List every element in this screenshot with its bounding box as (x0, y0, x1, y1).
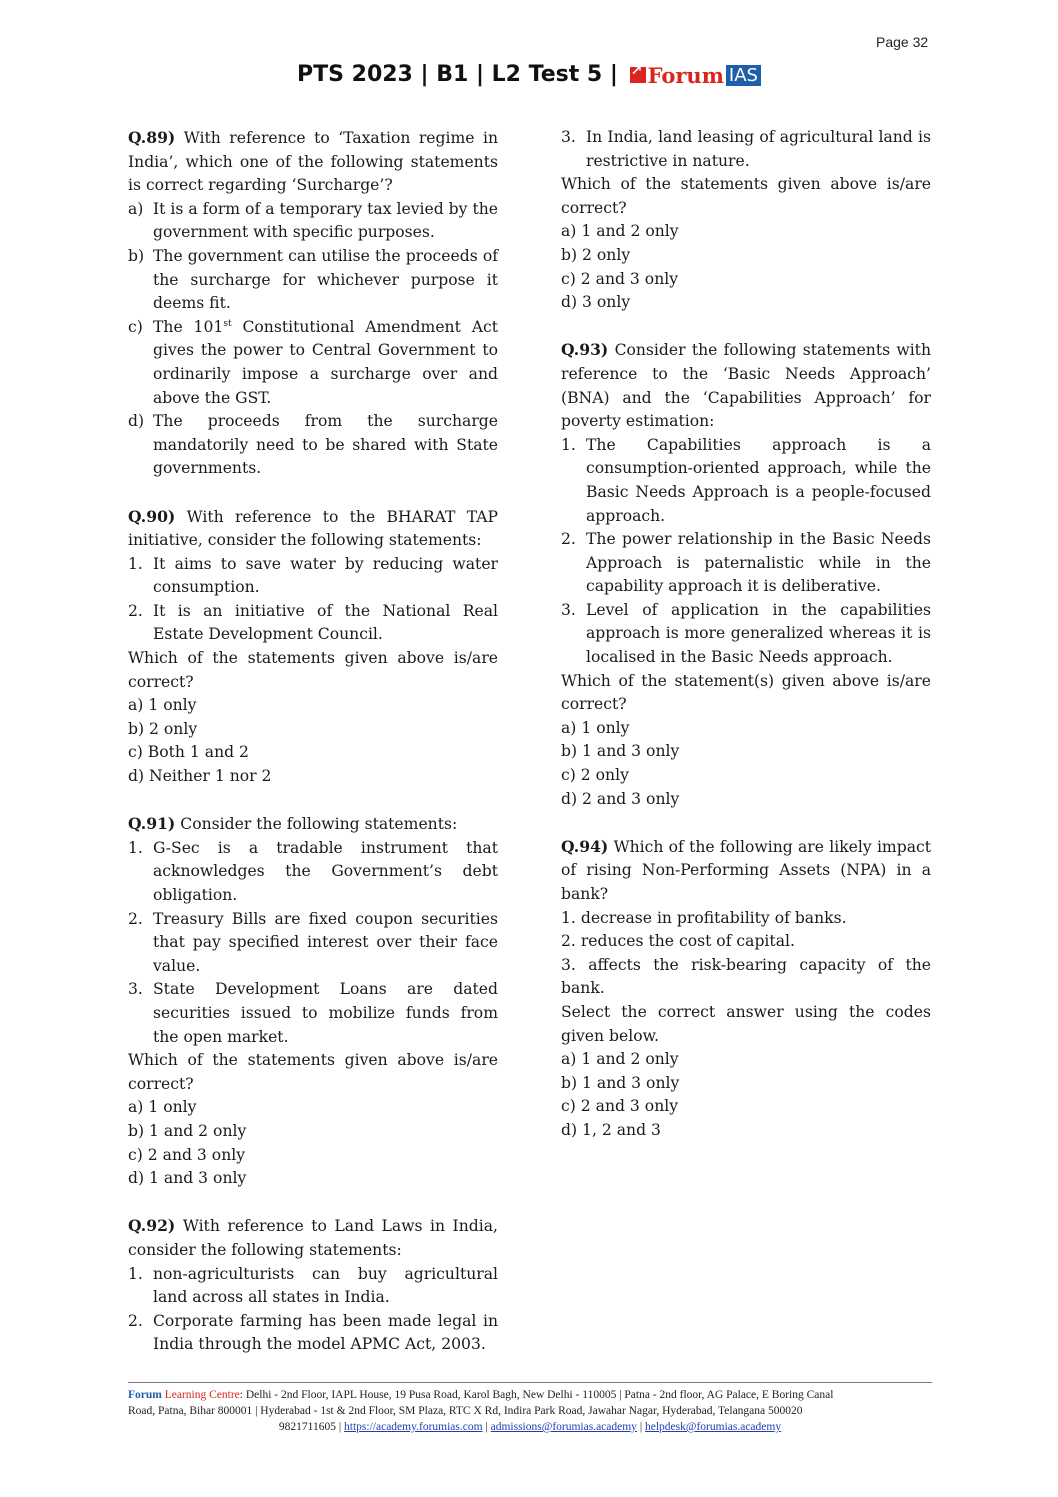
question-text: With reference to the BHARAT TAP initiative, consider the following statements: (128, 507, 498, 550)
statement-text-post: Constitutional Amendment Act gives the power to Central Government to ordinarily impose a surcharge over and above the GST. (153, 317, 498, 407)
answer-option: c) 2 and 3 only (561, 1097, 679, 1116)
question-number: Q.92) (128, 1216, 176, 1236)
answer-option: a) 1 only (128, 696, 197, 715)
page-header (0, 62, 1058, 88)
statement-text: The government can utilise the proceeds of the surcharge for whichever purpose it deems fit. (153, 246, 498, 313)
statement-marker: 1. (561, 435, 576, 454)
answer-option: b) 1 and 2 only (128, 1121, 247, 1140)
question-text: Which of the following are likely impact of rising Non-Performing Assets (NPA) in a bank? (561, 837, 931, 903)
question-number: Q.89) (128, 128, 176, 147)
statement-marker: 1. (128, 554, 143, 573)
answer-option: a) 1 and 2 only (561, 222, 679, 241)
answer-option: b) 1 and 3 only (561, 742, 680, 761)
question-block (128, 812, 498, 1191)
statement-item (561, 599, 931, 670)
statement-text: It is an initiative of the National Real Estate Development Council. (153, 601, 498, 644)
statement-text: It is a form of a temporary tax levied by the government with specific purposes. (153, 199, 498, 242)
statement-text: non-agriculturists can buy agricultural land across all states in India. (153, 1264, 498, 1307)
right-column (561, 126, 931, 1166)
statement-marker: 2. (128, 1311, 143, 1330)
footer-link-admissions[interactable]: admissions@forumias.academy (490, 1421, 637, 1433)
page-number: Page 32 (876, 34, 929, 50)
logo-ias-text: IAS (726, 65, 761, 86)
statement-item (128, 553, 498, 600)
answer-option: d) 1, 2 and 3 (561, 1120, 661, 1139)
statement-marker: 3. (561, 128, 576, 146)
statement-item (561, 126, 931, 173)
question-stem (128, 812, 498, 837)
question-prompt: 2. reduces the cost of capital. (561, 932, 795, 951)
statement-text-pre: The 101 (153, 317, 224, 336)
question-number: Q.91) (128, 814, 176, 834)
answer-option: b) 1 and 3 only (561, 1073, 680, 1092)
statement-text: State Development Loans are dated securities issued to mobilize funds from the open market. (153, 980, 498, 1046)
statement-marker: 3. (128, 980, 143, 999)
question-text: With reference to Land Laws in India, consider the following statements: (128, 1217, 498, 1259)
left-column (128, 126, 498, 1380)
statement-item (128, 600, 498, 647)
statement-item (128, 198, 498, 245)
page-footer (128, 1387, 932, 1435)
statement-marker: 1. (128, 838, 143, 857)
statement-item (561, 528, 931, 599)
statement-marker: 2. (128, 909, 143, 928)
question-block (128, 505, 498, 789)
answer-option: c) 2 and 3 only (561, 269, 679, 288)
statement-text: The proceeds from the surcharge mandatorily need to be shared with State governments. (153, 412, 498, 478)
question-stem (128, 1214, 498, 1262)
statement-text: G-Sec is a tradable instrument that acknowledges the Government’s debt obligation. (153, 838, 498, 904)
statement-text: Level of application in the capabilities approach is more generalized whereas it is localised in the Basic Needs approach. (586, 600, 931, 667)
statement-item (128, 245, 498, 316)
answer-option: c) 2 and 3 only (128, 1145, 246, 1164)
logo-arrow-icon (630, 67, 646, 83)
footer-address-line-1 (128, 1387, 932, 1403)
footer-brand-forum: Forum (128, 1389, 162, 1401)
statement-text: The Capabilities approach is a consumption-oriented approach, while the Basic Needs Approach is a people-focused approach. (586, 435, 931, 525)
statement-marker: 3. (561, 600, 576, 619)
footer-phone: 9821711605 | (278, 1421, 342, 1433)
question-block (561, 835, 931, 1143)
question-number: Q.94) (561, 836, 609, 856)
question-stem (128, 126, 498, 198)
question-number: Q.93) (561, 340, 609, 360)
statement-marker: d) (128, 412, 145, 431)
footer-address-1: : Delhi - 2nd Floor, IAPL House, 19 Pusa Road, Karol Bagh, New Delhi - 110005 | Patna - 2nd floor, AG Palace, E Boring Canal (239, 1389, 834, 1401)
question-prompt: 1. decrease in profitability of banks. (561, 908, 847, 927)
answer-option: c) Both 1 and 2 (128, 743, 249, 762)
question-prompt: Which of the statements given above is/are correct? (561, 175, 931, 217)
statement-item (561, 434, 931, 528)
statement-marker: 1. (128, 1264, 143, 1283)
statement-item (128, 410, 498, 481)
question-stem (128, 505, 498, 553)
footer-contact-line: 9821711605 | https://academy.forumias.com | admissions@forumias.academy | helpdesk@forumias.academy (278, 1421, 782, 1433)
statement-text: The power relationship in the Basic Needs Approach is paternalistic while in the capability approach it is deliberative. (586, 530, 931, 596)
statement-marker: b) (128, 246, 145, 265)
statement-text: It aims to save water by reducing water consumption. (153, 554, 498, 597)
question-prompt: Which of the statement(s) given above is/are correct? (561, 671, 931, 714)
logo-forum-text: Forum (647, 62, 724, 88)
statement-text: In India, land leasing of agricultural land is restrictive in nature. (586, 128, 931, 170)
question-block (561, 338, 931, 811)
statement-item (128, 837, 498, 908)
question-prompt: Which of the statements given above is/are correct? (128, 1051, 498, 1093)
footer-brand-rest: Learning Centre (161, 1389, 240, 1401)
answer-option: b) 2 only (128, 719, 198, 738)
question-block (128, 1214, 498, 1357)
statement-text (153, 316, 498, 410)
footer-divider (128, 1382, 932, 1383)
statement-marker: 2. (128, 601, 143, 620)
answer-option: d) 2 and 3 only (561, 789, 680, 808)
statement-text: Treasury Bills are fixed coupon securities that pay specified interest over their face value. (153, 909, 498, 975)
statement-marker: 2. (561, 530, 576, 549)
statement-item (128, 1310, 498, 1357)
statement-superscript: st (223, 318, 232, 329)
statement-text: Corporate farming has been made legal in India through the model APMC Act, 2003. (153, 1311, 498, 1354)
question-text: Consider the following statements: (175, 815, 458, 834)
answer-option: d) 3 only (561, 293, 631, 312)
statement-marker: c) (128, 317, 143, 336)
statement-item (128, 316, 498, 410)
question-block (561, 126, 931, 315)
test-title: PTS 2023 | B1 | L2 Test 5 | (297, 62, 618, 87)
footer-address-line-2: Road, Patna, Bihar 800001 | Hyderabad - 1st & 2nd Floor, SM Plaza, RTC X Rd, Indira Park Road, Jawahar Nagar, Hyderabad, Telangana 500020 (128, 1405, 803, 1417)
statement-item (128, 908, 498, 979)
statement-item (128, 1263, 498, 1310)
answer-option: c) 2 only (561, 766, 629, 785)
question-prompt: Which of the statements given above is/are correct? (128, 649, 498, 691)
statement-item (128, 978, 498, 1049)
question-prompt: 3. affects the risk-bearing capacity of the bank. (561, 955, 931, 998)
question-prompt: Select the correct answer using the codes given below. (561, 1002, 931, 1045)
answer-option: a) 1 only (561, 718, 630, 737)
question-text: Consider the following statements with reference to the ‘Basic Needs Approach’ (BNA) and the ‘Capabilities Approach’ for poverty estimation: (561, 341, 931, 431)
footer-link-academy[interactable]: https://academy.forumias.com (344, 1421, 483, 1433)
statement-marker: a) (128, 199, 144, 218)
answer-option: a) 1 only (128, 1098, 197, 1117)
question-block (128, 126, 498, 481)
answer-option: a) 1 and 2 only (561, 1050, 679, 1069)
footer-link-helpdesk[interactable]: helpdesk@forumias.academy (645, 1421, 782, 1433)
question-number: Q.90) (128, 506, 176, 526)
forumias-logo (630, 63, 761, 88)
question-stem (561, 835, 931, 907)
answer-option: b) 2 only (561, 245, 631, 264)
question-stem (561, 338, 931, 433)
question-text: With reference to ‘Taxation regime in India’, which one of the following statements is correct regarding ‘Surcharge’? (128, 129, 498, 195)
answer-option: d) Neither 1 nor 2 (128, 767, 272, 786)
answer-option: d) 1 and 3 only (128, 1169, 247, 1188)
